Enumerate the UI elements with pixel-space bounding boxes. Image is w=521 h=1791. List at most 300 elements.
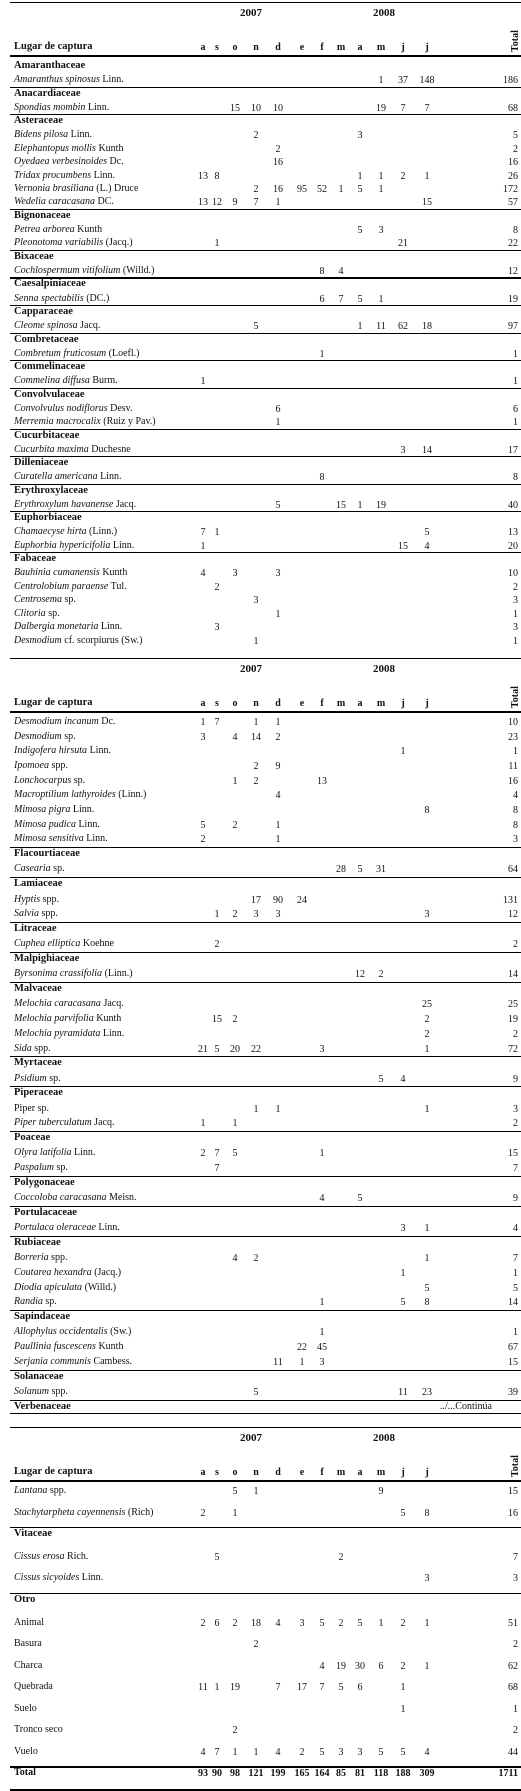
row-label: Stachytarpheta cayennensis (Rich) — [14, 1506, 154, 1518]
cell-total: 15 — [508, 1148, 518, 1160]
month-header-2: o — [232, 698, 238, 709]
cell-total: 19 — [508, 1014, 518, 1026]
cell-month-0: 93 — [198, 1768, 208, 1780]
row-label: Elephantopus mollis Kunth — [14, 142, 124, 154]
cell-month-8: 5 — [357, 293, 363, 305]
cell-total: 3 — [513, 1103, 518, 1115]
cell-total: 67 — [508, 1342, 518, 1354]
cell-month-4: 1 — [275, 834, 281, 846]
cell-month-0: 2 — [200, 1617, 206, 1629]
family-lamiaceae: Lamiaceae — [14, 878, 63, 890]
cell-month-1: 7 — [214, 1746, 220, 1758]
cell-month-3: 1 — [253, 1746, 259, 1758]
month-header-8: a — [357, 1467, 363, 1478]
cell-month-8: 5 — [357, 864, 363, 876]
family-rubiaceae: Rubiaceae — [14, 1236, 61, 1248]
cell-month-6: 4 — [319, 1660, 325, 1672]
cell-month-3: 3 — [253, 909, 259, 921]
cell-month-0: 4 — [200, 568, 206, 580]
cell-month-2: 1 — [232, 1507, 238, 1519]
family-convolvulaceae: Convolvulaceae — [14, 388, 85, 400]
cell-total: 14 — [508, 969, 518, 981]
column-label-lugar-de-captura: Lugar de captura — [14, 1466, 93, 1477]
year-2007-label: 2007 — [240, 1432, 262, 1444]
cell-month-11: 1 — [424, 1043, 430, 1055]
header-bottom-rule — [10, 55, 521, 57]
cell-month-3: 1 — [253, 1103, 259, 1115]
month-header-1: s — [215, 698, 219, 709]
cell-total: 2 — [513, 1028, 518, 1040]
month-header-8: a — [357, 42, 363, 53]
cell-month-8: 3 — [357, 130, 363, 142]
cell-month-10: 7 — [400, 102, 406, 114]
cell-month-6: 4 — [319, 1193, 325, 1205]
row-label: Mimosa pigra Linn. — [14, 804, 95, 816]
family-cucurbitaceae: Cucurbitaceae — [14, 429, 80, 441]
row-label: Borreria spp. — [14, 1252, 68, 1264]
cell-month-6: 164 — [314, 1768, 330, 1780]
row-label: Portulaca oleraceae Linn. — [14, 1222, 120, 1234]
family-sapindaceae: Sapindaceae — [14, 1311, 71, 1323]
cell-month-11: 8 — [424, 1507, 430, 1519]
cell-month-10: 188 — [395, 1768, 411, 1780]
cell-month-7: 7 — [338, 293, 344, 305]
row-label: Psidium sp. — [14, 1072, 61, 1084]
cell-month-6: 7 — [319, 1682, 325, 1694]
cell-month-4: 16 — [273, 157, 283, 169]
cell-month-11: 2 — [424, 1028, 430, 1040]
month-header-5: e — [299, 698, 305, 709]
month-header-6: f — [320, 698, 324, 709]
cell-month-3: 18 — [251, 1617, 261, 1629]
month-header-11: j — [425, 42, 429, 53]
cell-total: 8 — [513, 819, 518, 831]
family-bixaceae: Bixaceae — [14, 250, 54, 262]
cell-month-4: 16 — [273, 183, 283, 195]
column-label-lugar-de-captura: Lugar de captura — [14, 41, 93, 52]
cell-month-8: 5 — [357, 1617, 363, 1629]
row-label: Cissus sicyoides Linn. — [14, 1572, 104, 1584]
cell-month-1: 1 — [214, 909, 220, 921]
month-header-9: m — [376, 1467, 386, 1478]
cell-total: 1 — [513, 1703, 518, 1715]
row-label: Piper sp. — [14, 1102, 49, 1114]
total-column-header: Total — [510, 30, 521, 52]
family-rule — [10, 877, 521, 878]
cell-total: 12 — [508, 909, 518, 921]
month-header-4: d — [275, 698, 281, 709]
total-column-header: Total — [510, 1455, 521, 1477]
cell-month-8: 1 — [357, 499, 363, 511]
cell-month-8: 12 — [355, 969, 365, 981]
cell-month-4: 4 — [275, 1617, 281, 1629]
cell-month-9: 1 — [378, 293, 384, 305]
cell-month-9: 5 — [378, 1746, 384, 1758]
cell-month-0: 2 — [200, 1507, 206, 1519]
cell-total: 1 — [513, 635, 518, 647]
family-malpighiaceae: Malpighiaceae — [14, 953, 80, 964]
cell-total: 1 — [513, 1327, 518, 1339]
cell-month-1: 3 — [214, 622, 220, 634]
cell-total: 62 — [508, 1660, 518, 1672]
cell-month-4: 5 — [275, 499, 281, 511]
cell-month-4: 199 — [270, 1768, 286, 1780]
cell-month-0: 1 — [200, 717, 206, 728]
cell-month-2: 5 — [232, 1148, 238, 1160]
cell-month-10: 1 — [400, 1703, 406, 1715]
month-header-6: f — [320, 1467, 324, 1478]
cell-total: 68 — [508, 102, 518, 114]
cell-month-11: 4 — [424, 540, 430, 552]
family-rule — [10, 1176, 521, 1177]
cell-month-2: 4 — [232, 1253, 238, 1265]
family-rule — [10, 982, 521, 983]
cell-total: 186 — [503, 75, 518, 87]
cell-month-1: 1 — [214, 527, 220, 539]
cell-total: 12 — [508, 265, 518, 277]
family-rule — [10, 511, 521, 512]
row-label: Senna spectabilis (DC.) — [14, 292, 110, 304]
cell-month-11: 3 — [424, 909, 430, 921]
cell-month-11: 15 — [422, 197, 432, 209]
cell-month-3: 7 — [253, 197, 259, 209]
cell-month-8: 6 — [357, 1682, 363, 1694]
cell-month-9: 6 — [378, 1660, 384, 1672]
cell-month-8: 3 — [357, 1746, 363, 1758]
cell-total: 10 — [508, 717, 518, 728]
row-label: Allophylus occidentalis (Sw.) — [14, 1326, 132, 1338]
cell-month-8: 5 — [357, 1193, 363, 1205]
cell-month-1: 5 — [214, 1043, 220, 1055]
row-label: Mimosa sensitiva Linn. — [14, 833, 108, 845]
family-rule — [10, 952, 521, 953]
row-label: Amaranthus spinosus Linn. — [14, 74, 124, 86]
cell-total: 1 — [513, 376, 518, 388]
cell-month-11: 1 — [424, 1103, 430, 1115]
cell-total: 1 — [513, 746, 518, 758]
cell-total: 5 — [513, 130, 518, 142]
row-label: Randia sp. — [14, 1296, 57, 1308]
cell-month-7: 4 — [338, 265, 344, 277]
cell-month-5: 165 — [294, 1768, 310, 1780]
row-label: Cuphea elliptica Koehne — [14, 938, 114, 950]
cell-total: 1 — [513, 348, 518, 360]
cell-month-3: 3 — [253, 595, 259, 607]
cell-total: 3 — [513, 1573, 518, 1585]
cell-month-3: 2 — [253, 775, 259, 787]
cell-month-4: 2 — [275, 143, 281, 155]
cell-month-8: 5 — [357, 224, 363, 236]
year-2007-label: 2007 — [240, 663, 262, 675]
family-rule — [10, 305, 521, 306]
row-label: Convolvulus nodiflorus Desv. — [14, 402, 133, 414]
cell-month-11: 1 — [424, 1660, 430, 1672]
family-otro: Otro — [14, 1593, 36, 1605]
cell-month-11: 148 — [419, 75, 435, 87]
row-label: Melochia caracasana Jacq. — [14, 998, 124, 1010]
cell-month-9: 5 — [378, 1073, 384, 1085]
row-label: Cucurbita maxima Duchesne — [14, 443, 131, 455]
cell-month-3: 22 — [251, 1043, 261, 1055]
month-header-0: a — [200, 698, 206, 709]
cell-total: 2 — [513, 1118, 518, 1130]
month-header-5: e — [299, 42, 305, 53]
cell-month-2: 3 — [232, 568, 238, 580]
row-label: Petrea arborea Kunth — [14, 223, 103, 235]
family-fabaceae: Fabaceae — [14, 553, 56, 565]
cell-total: 64 — [508, 864, 518, 876]
row-label: Paullinia fuscescens Kunth — [14, 1341, 124, 1353]
month-header-3: n — [253, 1467, 259, 1478]
family-rule — [10, 114, 521, 115]
row-label: Melochia parvifolia Kunth — [14, 1013, 122, 1025]
cell-month-4: 3 — [275, 568, 281, 580]
cell-month-11: 3 — [424, 1573, 430, 1585]
cell-total: 3 — [513, 622, 518, 634]
cell-total: 15 — [508, 1486, 518, 1497]
cell-total: 8 — [513, 224, 518, 236]
cell-month-10: 2 — [400, 170, 406, 182]
cell-month-11: 25 — [422, 999, 432, 1011]
cell-month-7: 3 — [338, 1746, 344, 1758]
row-label: Desmodium incanum Dc. — [14, 716, 116, 727]
cell-total: 19 — [508, 293, 518, 305]
cell-month-1: 1 — [214, 1682, 220, 1694]
cell-month-1: 2 — [214, 581, 220, 593]
cell-total: 4 — [513, 1223, 518, 1235]
family-myrtaceae: Myrtaceae — [14, 1057, 62, 1069]
cell-month-11: 1 — [424, 170, 430, 182]
cell-month-3: 5 — [253, 321, 259, 333]
cell-month-2: 15 — [230, 102, 240, 114]
cell-total: 10 — [508, 568, 518, 580]
family-rule — [10, 360, 521, 361]
cell-total: 3 — [513, 595, 518, 607]
cell-total: 14 — [508, 1297, 518, 1309]
cell-month-4: 7 — [275, 1682, 281, 1694]
family-rule — [10, 847, 521, 848]
row-label: Serjania communis Cambess. — [14, 1355, 133, 1367]
cell-total: 40 — [508, 499, 518, 511]
cell-total: 11 — [508, 761, 518, 773]
cell-month-2: 5 — [232, 1486, 238, 1497]
cell-month-1: 8 — [214, 170, 220, 182]
cell-month-2: 2 — [232, 909, 238, 921]
cell-total: 131 — [503, 894, 518, 906]
cell-total: 2 — [513, 1639, 518, 1651]
row-label: Sida spp. — [14, 1042, 51, 1054]
cell-month-0: 2 — [200, 1148, 206, 1160]
cell-month-10: 3 — [400, 444, 406, 456]
cell-month-1: 90 — [212, 1768, 222, 1780]
cell-month-1: 7 — [214, 717, 220, 728]
row-label: Bauhinia cumanensis Kunth — [14, 567, 128, 579]
month-header-6: f — [320, 42, 324, 53]
cell-month-11: 7 — [424, 102, 430, 114]
month-header-4: d — [275, 1467, 281, 1478]
cell-month-7: 2 — [338, 1551, 344, 1563]
month-header-10: j — [401, 42, 405, 53]
cell-month-3: 2 — [253, 130, 259, 142]
row-label: Coutarea hexandra (Jacq.) — [14, 1267, 122, 1279]
cell-month-10: 37 — [398, 75, 408, 87]
cell-month-10: 21 — [398, 238, 408, 250]
row-label: Ipomoea spp. — [14, 760, 68, 772]
cell-month-9: 1 — [378, 1617, 384, 1629]
row-label: Vernonia brasiliana (L.) Druce — [14, 182, 139, 194]
cell-total: 68 — [508, 1682, 518, 1694]
cell-month-5: 24 — [297, 894, 307, 906]
cell-month-6: 3 — [319, 1356, 325, 1368]
row-label: Tridax procumbens Linn. — [14, 169, 116, 181]
row-label: Erythroxylum havanense Jacq. — [14, 498, 137, 510]
cell-month-4: 1 — [275, 819, 281, 831]
family-rule — [10, 1370, 521, 1371]
family-rule — [10, 1131, 521, 1132]
cell-month-3: 121 — [248, 1768, 264, 1780]
row-label: Spondias mombin Linn. — [14, 101, 110, 113]
cell-month-10: 1 — [400, 746, 406, 758]
family-combretaceae: Combretaceae — [14, 333, 79, 345]
row-label: Lonchocarpus sp. — [14, 774, 86, 786]
row-label: Euphorbia hypericifolia Linn. — [14, 539, 135, 551]
row-label: Suelo — [14, 1702, 37, 1714]
cell-total: 20 — [508, 540, 518, 552]
cell-total: 1711 — [498, 1768, 518, 1780]
row-label: Combretum fruticosum (Loefl.) — [14, 347, 140, 359]
cell-total: 16 — [508, 157, 518, 169]
row-label: Total — [14, 1767, 36, 1779]
cell-month-11: 309 — [419, 1768, 435, 1780]
cell-month-6: 1 — [319, 1148, 325, 1160]
row-label: Desmodium sp. — [14, 730, 76, 742]
cell-month-11: 8 — [424, 805, 430, 817]
cell-month-10: 1 — [400, 1268, 406, 1280]
cell-total: 3 — [513, 834, 518, 846]
cell-month-8: 1 — [357, 321, 363, 333]
cell-month-0: 21 — [198, 1043, 208, 1055]
cell-month-9: 11 — [376, 321, 386, 333]
cell-month-6: 1 — [319, 348, 325, 360]
cell-month-3: 2 — [253, 1639, 259, 1651]
cell-month-7: 2 — [338, 1617, 344, 1629]
cell-month-9: 9 — [378, 1486, 384, 1497]
cell-month-4: 3 — [275, 909, 281, 921]
continuation-note: ../...Continúa — [440, 1400, 492, 1412]
cell-month-11: 1 — [424, 1253, 430, 1265]
cell-month-4: 90 — [273, 894, 283, 906]
month-header-7: m — [336, 42, 346, 53]
cell-month-3: 1 — [253, 1486, 259, 1497]
month-header-0: a — [200, 1467, 206, 1478]
cell-month-0: 1 — [200, 1118, 206, 1130]
family-poaceae: Poaceae — [14, 1132, 51, 1144]
cell-month-6: 8 — [319, 265, 325, 277]
cell-month-2: 1 — [232, 1746, 238, 1758]
cell-month-4: 1 — [275, 197, 281, 209]
cell-month-2: 1 — [232, 1118, 238, 1130]
cell-total: 2 — [513, 1725, 518, 1737]
row-label: Olyra latifolia Linn. — [14, 1147, 96, 1159]
family-portulacaceae: Portulacaceae — [14, 1206, 77, 1218]
cell-month-0: 4 — [200, 1746, 206, 1758]
family-rule — [10, 552, 521, 553]
row-label: Commelina diffusa Burm. — [14, 375, 118, 387]
cell-month-11: 4 — [424, 1746, 430, 1758]
cell-month-1: 6 — [214, 1617, 220, 1629]
family-rule — [10, 429, 521, 430]
cell-total: 2 — [513, 143, 518, 155]
cell-month-6: 3 — [319, 1043, 325, 1055]
cell-month-3: 5 — [253, 1386, 259, 1398]
year-2008-label: 2008 — [373, 1432, 395, 1444]
cell-total: 16 — [508, 775, 518, 787]
row-label: Indigofera hirsuta Linn. — [14, 745, 111, 757]
cell-month-3: 2 — [253, 761, 259, 773]
cell-month-9: 2 — [378, 969, 384, 981]
cell-month-1: 12 — [212, 197, 222, 209]
family-solanaceae: Solanaceae — [14, 1370, 64, 1382]
month-header-7: m — [336, 1467, 346, 1478]
cell-month-11: 5 — [424, 1282, 430, 1294]
cell-total: 25 — [508, 999, 518, 1011]
cell-month-3: 1 — [253, 635, 259, 647]
cell-month-6: 1 — [319, 1297, 325, 1309]
cell-total: 7 — [513, 1551, 518, 1563]
total-column-header: Total — [510, 686, 521, 708]
family-rule — [10, 277, 521, 278]
family-rule — [10, 250, 521, 251]
family-malvaceae: Malvaceae — [14, 983, 62, 995]
cell-month-2: 1 — [232, 775, 238, 787]
cell-month-2: 9 — [232, 197, 238, 209]
row-label: Coccoloba caracasana Meisn. — [14, 1192, 137, 1204]
cell-month-9: 3 — [378, 224, 384, 236]
month-header-0: a — [200, 42, 206, 53]
header-top-rule — [10, 2, 521, 3]
cell-month-4: 1 — [275, 1103, 281, 1115]
family-piperaceae: Piperaceae — [14, 1087, 63, 1099]
row-label: Hyptis spp. — [14, 893, 60, 905]
table-bottom-rule — [10, 1789, 521, 1791]
cell-month-11: 1 — [424, 1617, 430, 1629]
cell-month-0: 13 — [198, 170, 208, 182]
cell-month-1: 7 — [214, 1148, 220, 1160]
cell-month-2: 19 — [230, 1682, 240, 1694]
cell-month-10: 5 — [400, 1746, 406, 1758]
family-rule — [10, 1527, 521, 1528]
row-label: Wedelia caracasana DC. — [14, 196, 114, 208]
cell-month-5: 17 — [297, 1682, 307, 1694]
row-label: Salvia spp. — [14, 908, 58, 920]
cell-total: 17 — [508, 444, 518, 456]
family-rule — [10, 1086, 521, 1087]
cell-total: 8 — [513, 472, 518, 484]
row-label: Diodia apiculata (Willd.) — [14, 1281, 117, 1293]
cell-month-9: 1 — [378, 75, 384, 87]
header-top-rule — [10, 658, 521, 659]
cell-month-7: 15 — [336, 499, 346, 511]
row-label: Charca — [14, 1659, 43, 1671]
cell-month-5: 1 — [299, 1356, 305, 1368]
cell-month-6: 6 — [319, 293, 325, 305]
cell-month-2: 2 — [232, 819, 238, 831]
family-commelinaceae: Commelinaceae — [14, 361, 86, 373]
row-label: Paspalum sp. — [14, 1162, 68, 1174]
cell-total: 39 — [508, 1386, 518, 1398]
month-header-2: o — [232, 42, 238, 53]
cell-month-0: 13 — [198, 197, 208, 209]
